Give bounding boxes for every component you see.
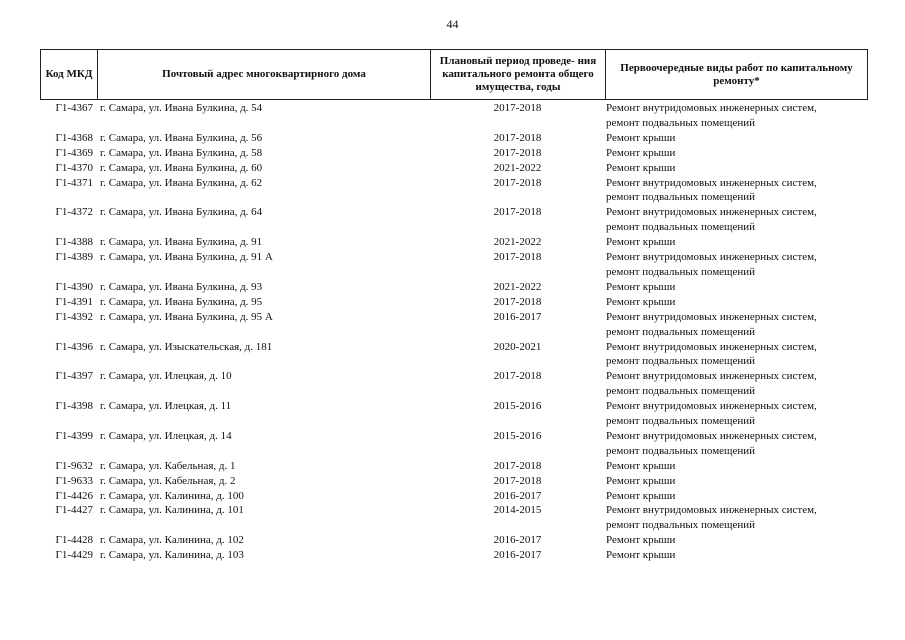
postal-address: г. Самара, ул. Калинина, д. 101 <box>100 504 244 517</box>
repair-work-line: Ремонт крыши <box>606 131 676 144</box>
repair-work-line: Ремонт внутридомовых инженерных систем, <box>606 310 817 323</box>
postal-address: г. Самара, ул. Калинина, д. 102 <box>100 534 244 547</box>
postal-address: г. Самара, ул. Ивана Булкина, д. 64 <box>100 206 263 219</box>
table-row <box>40 533 867 548</box>
repair-work-line: ремонт подвальных помещений <box>606 385 756 398</box>
mkd-code: Г1-4372 <box>55 206 93 219</box>
repair-works <box>605 429 867 459</box>
table-body <box>40 101 867 563</box>
postal-address: г. Самара, ул. Илецкая, д. 14 <box>100 429 232 442</box>
postal-address: г. Самара, ул. Ивана Булкина, д. 91 А <box>100 251 273 264</box>
mkd-code: Г1-4426 <box>55 489 93 502</box>
repair-work-line: Ремонт крыши <box>606 534 676 547</box>
repair-period: 2017-2018 <box>493 102 542 114</box>
repair-works <box>605 369 867 399</box>
postal-address: г. Самара, ул. Калинина, д. 103 <box>100 549 244 562</box>
repair-period: 2017-2018 <box>493 206 542 219</box>
repair-works <box>605 548 867 563</box>
repair-period: 2017-2018 <box>493 370 542 383</box>
page-number: 44 <box>446 17 459 31</box>
mkd-code: Г1-4369 <box>55 146 93 159</box>
table-row <box>40 161 867 176</box>
table-row <box>40 503 867 533</box>
repair-work-line: ремонт подвальных помещений <box>606 221 756 234</box>
repair-period: 2016-2017 <box>493 534 542 547</box>
repair-work-line: Ремонт внутридомовых инженерных систем, <box>606 429 817 442</box>
repair-period: 2017-2018 <box>493 251 542 264</box>
mkd-code: Г1-4391 <box>55 295 93 308</box>
repair-period: 2020-2021 <box>493 340 542 353</box>
postal-address: г. Самара, ул. Ивана Булкина, д. 58 <box>100 146 263 159</box>
repair-period: 2016-2017 <box>493 549 542 562</box>
postal-address: г. Самара, ул. Ивана Булкина, д. 54 <box>100 102 263 114</box>
repair-work-line: Ремонт крыши <box>606 161 676 174</box>
header-address: Почтовый адрес многоквартирного дома <box>98 50 431 100</box>
header-works: Первоочередные виды работ по капитальному ремонту* <box>606 50 868 100</box>
postal-address: г. Самара, ул. Ивана Булкина, д. 62 <box>100 176 263 189</box>
mkd-code: Г1-4368 <box>55 131 93 144</box>
mkd-code: Г1-4398 <box>55 400 93 413</box>
repair-works <box>605 489 867 504</box>
repair-work-line: Ремонт внутридомовых инженерных систем, <box>606 102 817 114</box>
mkd-code: Г1-9633 <box>55 474 93 487</box>
repair-works <box>605 146 867 161</box>
mkd-code: Г1-4427 <box>55 504 93 517</box>
repair-work-line: Ремонт внутридомовых инженерных систем, <box>606 251 817 264</box>
header-code: Код МКД <box>41 50 98 100</box>
repair-period: 2021-2022 <box>493 161 542 174</box>
postal-address: г. Самара, ул. Ивана Булкина, д. 95 <box>100 295 263 308</box>
repair-work-line: Ремонт внутридомовых инженерных систем, <box>606 206 817 219</box>
repair-work-line: Ремонт внутридомовых инженерных систем, <box>606 176 817 189</box>
repair-work-line: ремонт подвальных помещений <box>606 191 756 204</box>
postal-address: г. Самара, ул. Ивана Булкина, д. 93 <box>100 280 263 293</box>
table-row <box>40 459 867 474</box>
postal-address: г. Самара, ул. Илецкая, д. 11 <box>100 400 232 413</box>
repair-period: 2017-2018 <box>493 146 542 159</box>
mkd-code: Г1-4429 <box>55 549 93 562</box>
header-period: Плановый период проведе- ния капитального ремонта общего имущества, годы <box>431 50 606 100</box>
repair-work-line: ремонт подвальных помещений <box>606 415 756 428</box>
table-row <box>40 205 867 235</box>
repair-work-line: Ремонт внутридомовых инженерных систем, <box>606 504 817 517</box>
mkd-code: Г1-4390 <box>55 280 93 293</box>
table-row <box>40 340 867 370</box>
postal-address: г. Самара, ул. Илецкая, д. 10 <box>100 370 232 383</box>
repair-works <box>605 205 867 235</box>
mkd-code: Г1-4397 <box>55 370 93 383</box>
table-row <box>40 250 867 280</box>
table-row <box>40 548 867 563</box>
repair-works <box>605 503 867 533</box>
repair-works <box>605 399 867 429</box>
repair-period: 2015-2016 <box>493 400 542 413</box>
repair-works <box>605 235 867 250</box>
repair-works <box>605 459 867 474</box>
repair-period: 2017-2018 <box>493 295 542 308</box>
repair-work-line: ремонт подвальных помещений <box>606 116 756 129</box>
repair-period: 2021-2022 <box>493 280 542 293</box>
repair-period: 2015-2016 <box>493 429 542 442</box>
repair-works <box>605 161 867 176</box>
table-header <box>40 49 868 100</box>
mkd-code: Г1-4396 <box>55 340 93 353</box>
repair-period: 2014-2015 <box>493 504 542 517</box>
repair-work-line: Ремонт внутридомовых инженерных систем, <box>606 400 817 413</box>
postal-address: г. Самара, ул. Кабельная, д. 1 <box>100 459 236 472</box>
repair-works <box>605 340 867 370</box>
repair-work-line: Ремонт внутридомовых инженерных систем, <box>606 370 817 383</box>
table-row <box>40 399 867 429</box>
repair-work-line: Ремонт крыши <box>606 489 676 502</box>
repair-work-line: Ремонт внутридомовых инженерных систем, <box>606 340 817 353</box>
repair-period: 2021-2022 <box>493 236 542 249</box>
repair-works <box>605 101 867 131</box>
repair-work-line: ремонт подвальных помещений <box>606 444 756 457</box>
table-row <box>40 369 867 399</box>
repair-works <box>605 533 867 548</box>
postal-address: г. Самара, ул. Ивана Булкина, д. 95 А <box>100 310 273 323</box>
repair-work-line: ремонт подвальных помещений <box>606 519 756 532</box>
table-row <box>40 280 867 295</box>
postal-address: г. Самара, ул. Ивана Булкина, д. 56 <box>100 131 263 144</box>
repair-work-line: Ремонт крыши <box>606 146 676 159</box>
postal-address: г. Самара, ул. Кабельная, д. 2 <box>100 474 236 487</box>
repair-work-line: ремонт подвальных помещений <box>606 325 756 338</box>
table-row <box>40 429 867 459</box>
mkd-code: Г1-4370 <box>55 161 93 174</box>
repair-works <box>605 295 867 310</box>
postal-address: г. Самара, ул. Ивана Булкина, д. 60 <box>100 161 263 174</box>
mkd-code: Г1-4389 <box>55 251 93 264</box>
table-row <box>40 176 867 206</box>
table-row <box>40 235 867 250</box>
table-row <box>40 131 867 146</box>
postal-address: г. Самара, ул. Ивана Булкина, д. 91 <box>100 236 263 249</box>
mkd-code: Г1-4392 <box>55 310 93 323</box>
mkd-code: Г1-9632 <box>55 459 93 472</box>
repair-work-line: Ремонт крыши <box>606 459 676 472</box>
repair-period: 2016-2017 <box>493 310 542 323</box>
table-row <box>40 101 867 131</box>
repair-work-line: ремонт подвальных помещений <box>606 265 756 278</box>
repair-works <box>605 310 867 340</box>
repair-period: 2016-2017 <box>493 489 542 502</box>
repair-works <box>605 131 867 146</box>
table-row <box>40 310 867 340</box>
repair-period: 2017-2018 <box>493 131 542 144</box>
table-row <box>40 489 867 504</box>
repair-work-line: ремонт подвальных помещений <box>606 355 756 368</box>
mkd-code: Г1-4399 <box>55 429 93 442</box>
table-row <box>40 146 867 161</box>
postal-address: г. Самара, ул. Изыскательская, д. 181 <box>100 340 273 353</box>
repair-period: 2017-2018 <box>493 474 542 487</box>
table-row <box>40 295 867 310</box>
repair-work-line: Ремонт крыши <box>606 549 676 562</box>
mkd-code: Г1-4388 <box>55 236 93 249</box>
mkd-code: Г1-4371 <box>55 176 93 189</box>
repair-period: 2017-2018 <box>493 176 542 189</box>
postal-address: г. Самара, ул. Калинина, д. 100 <box>100 489 244 502</box>
table-row <box>40 474 867 489</box>
repair-work-line: Ремонт крыши <box>606 280 676 293</box>
repair-works <box>605 250 867 280</box>
repair-work-line: Ремонт крыши <box>606 474 676 487</box>
repair-works <box>605 176 867 206</box>
repair-works <box>605 280 867 295</box>
repair-period: 2017-2018 <box>493 459 542 472</box>
mkd-code: Г1-4428 <box>55 534 93 547</box>
mkd-code: Г1-4367 <box>55 102 93 114</box>
repair-works <box>605 474 867 489</box>
repair-work-line: Ремонт крыши <box>606 295 676 308</box>
repair-work-line: Ремонт крыши <box>606 236 676 249</box>
